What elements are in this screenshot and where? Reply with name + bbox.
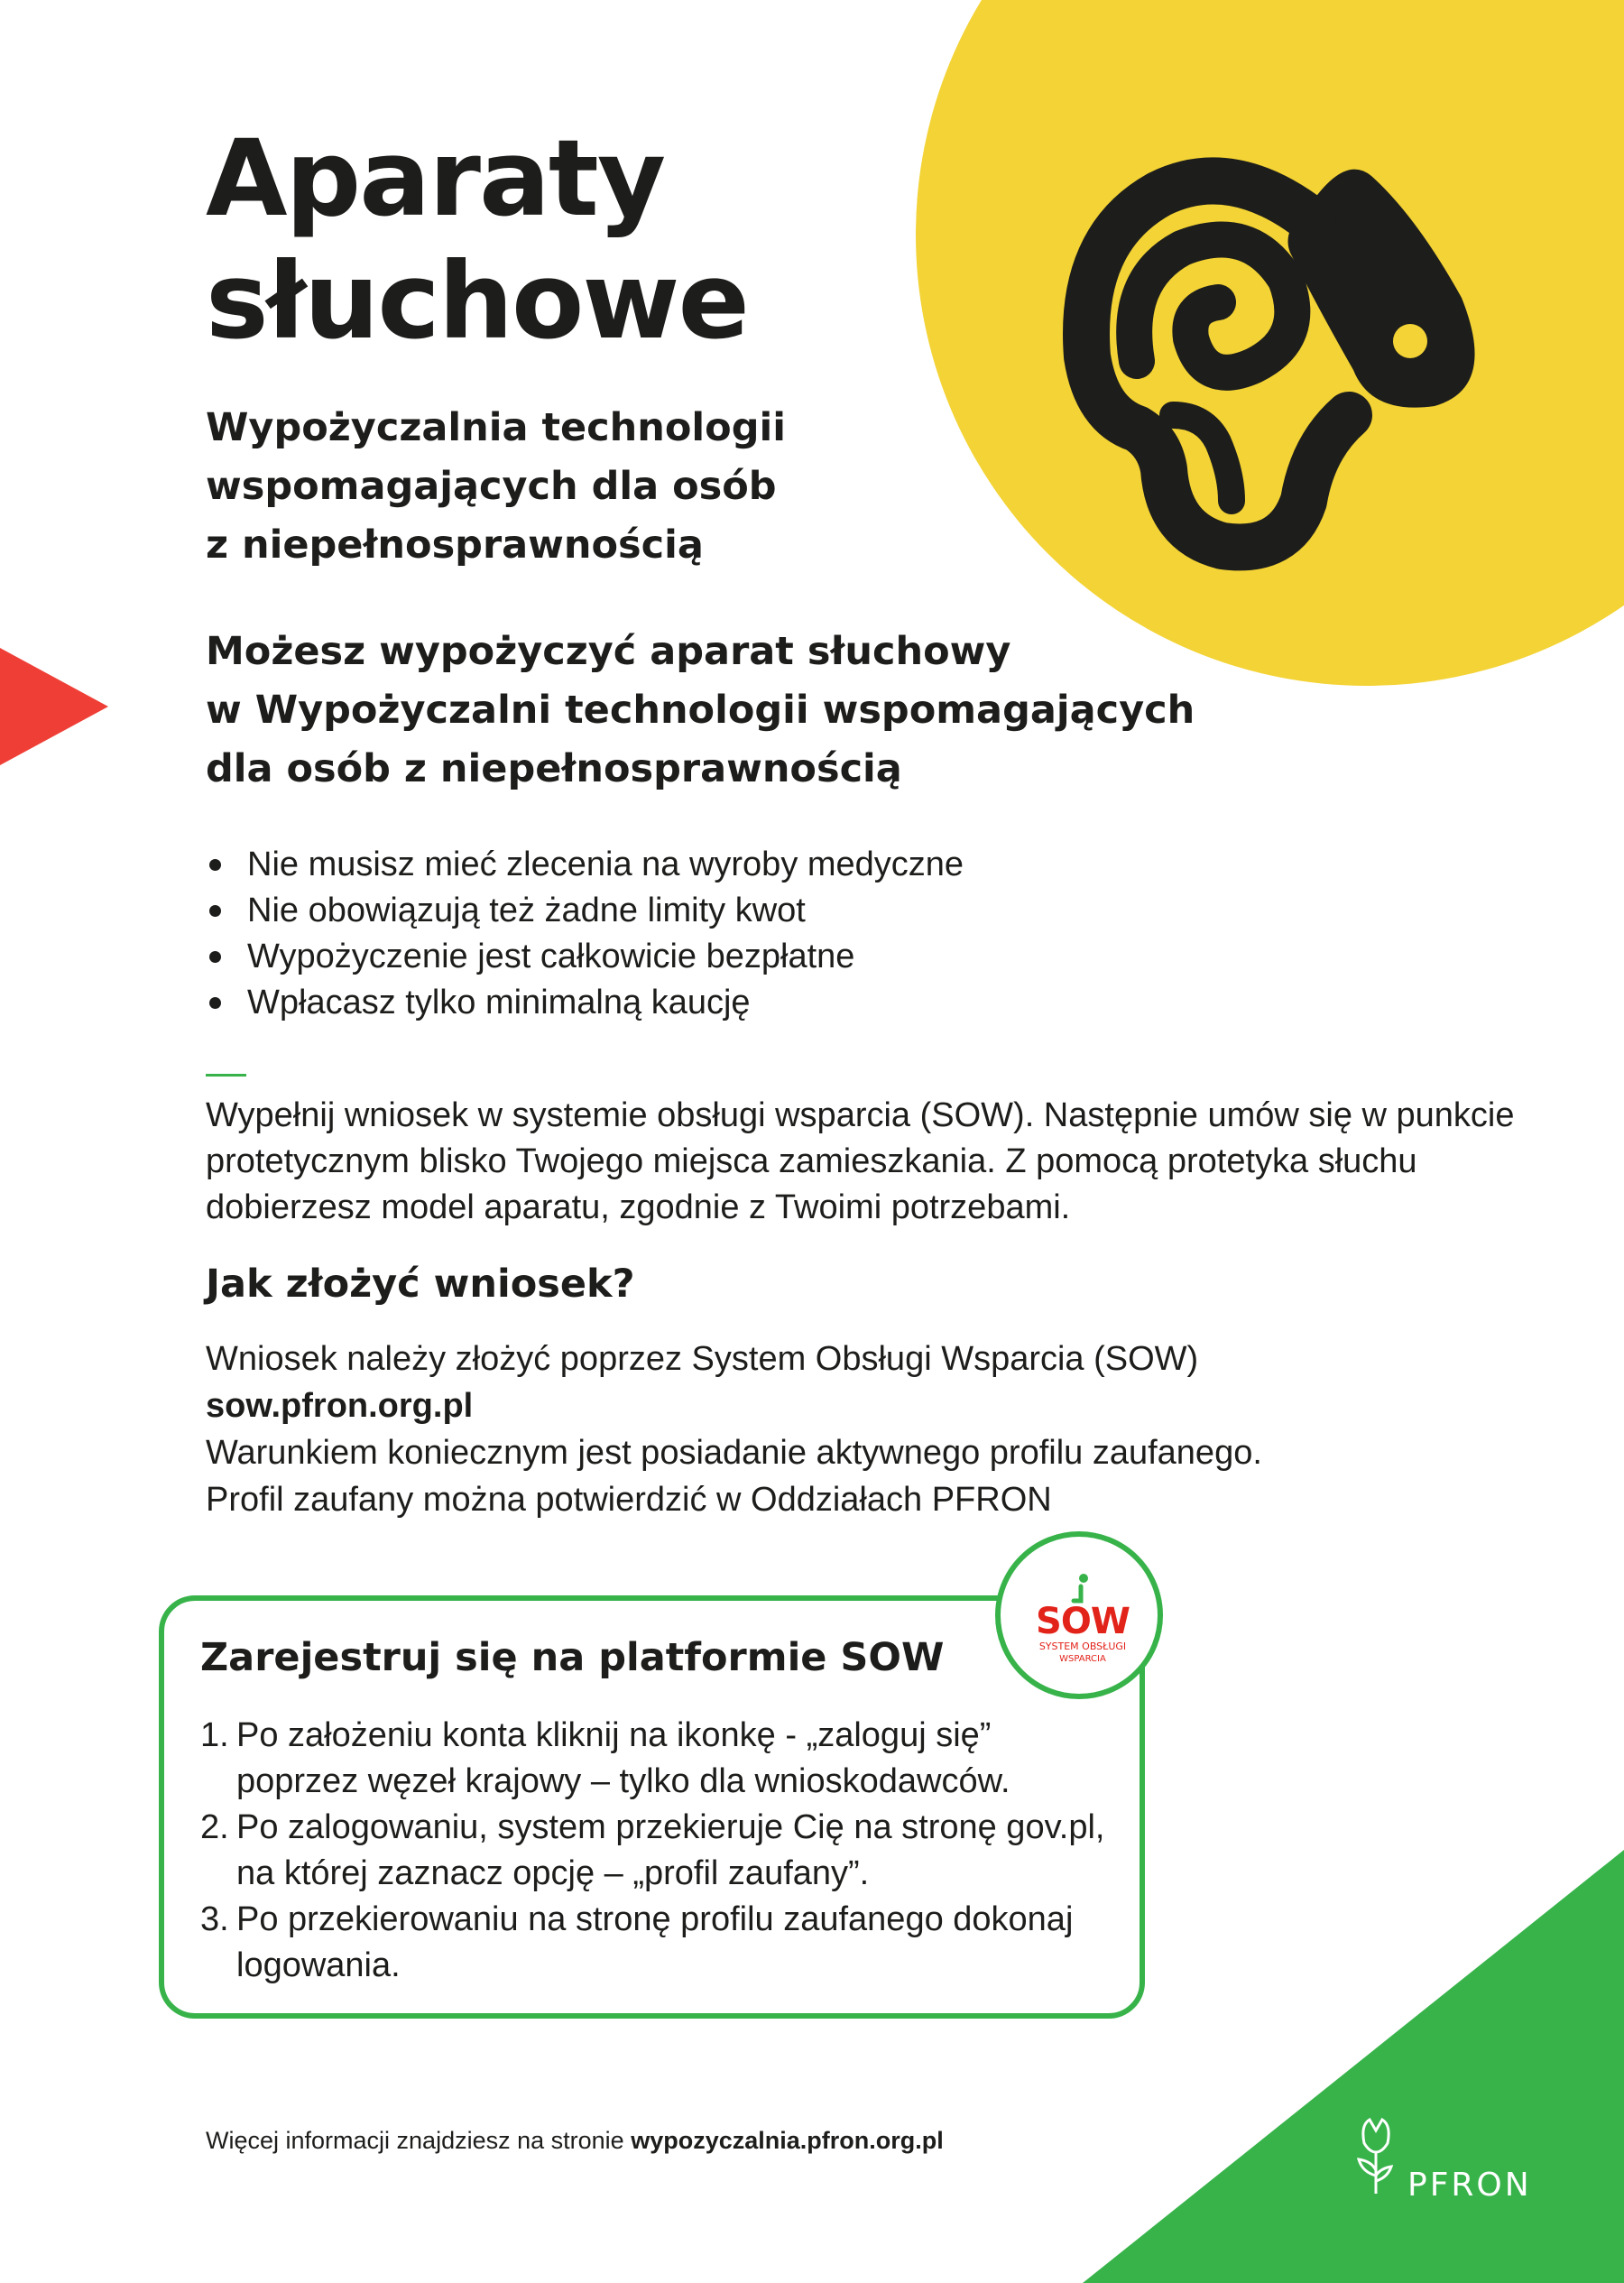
step-line: Po założeniu konta kliknij na ikonkę - „zaloguj się” <box>236 1716 992 1754</box>
list-item <box>200 1897 1104 1989</box>
step-line: poprzez węzeł krajowy – tylko dla wnioskodawców. <box>236 1762 1010 1800</box>
register-steps <box>200 1713 1104 1989</box>
divider <box>206 1074 246 1077</box>
paragraph-line: Wypełnij wniosek w systemie obsługi wsparcia (SOW). Następnie umów się w punkcie <box>206 1096 1515 1134</box>
subtitle-line: z niepełnosprawnością <box>206 522 704 568</box>
title-line: słuchowe <box>206 239 748 363</box>
green-triangle <box>1083 1850 1624 2283</box>
footer-link[interactable]: wypozyczalnia.pfron.org.pl <box>631 2127 944 2154</box>
lead-line: w Wypożyczalni technologii wspomagających <box>206 688 1195 733</box>
how-to-apply-text <box>206 1336 1262 1523</box>
lead-line: Możesz wypożyczyć aparat słuchowy <box>206 629 1011 674</box>
sow-logo-line: SYSTEM OBSŁUGI <box>1038 1641 1127 1652</box>
list-item: Nie obowiązują też żadne limity kwot <box>206 888 964 934</box>
intro-paragraph <box>206 1093 1541 1231</box>
page-title <box>206 117 748 363</box>
ear-hearing-aid-icon <box>1038 144 1489 578</box>
lead-heading <box>206 623 1195 799</box>
step-line: Po zalogowaniu, system przekieruje Cię na stronę gov.pl, <box>236 1808 1105 1846</box>
lead-line: dla osób z niepełnosprawnością <box>206 746 902 791</box>
red-triangle <box>0 648 108 765</box>
list-item: Nie musisz mieć zlecenia na wyroby medyczne <box>206 842 964 888</box>
subtitle-line: wspomagających dla osób <box>206 464 777 509</box>
footer-text <box>206 2124 944 2157</box>
sow-logo-line: WSPARCIA <box>1059 1654 1106 1664</box>
step-line: logowania. <box>236 1946 401 1984</box>
footer-label: Więcej informacji znajdziesz na stronie <box>206 2127 632 2154</box>
subtitle-line: Wypożyczalnia technologii <box>206 405 786 450</box>
paragraph-line: Warunkiem koniecznym jest posiadanie aktywnego profilu zaufanego. <box>206 1434 1262 1472</box>
step-number: 1. <box>200 1716 229 1754</box>
sow-mark: SOW <box>1036 1601 1130 1642</box>
pfron-logo-text: PFRON <box>1407 2167 1532 2204</box>
register-heading: Zarejestruj się na platformie SOW <box>200 1635 945 1680</box>
subtitle <box>206 399 786 575</box>
step-line: na której zaznacz opcję – „profil zaufany”. <box>236 1854 870 1892</box>
list-item: Wypożyczenie jest całkowicie bezpłatne <box>206 934 964 980</box>
sow-link[interactable]: sow.pfron.org.pl <box>206 1387 474 1425</box>
how-to-apply-heading: Jak złożyć wniosek? <box>206 1262 635 1307</box>
list-item <box>200 1805 1104 1897</box>
sow-logo <box>1029 1570 1137 1669</box>
list-item <box>200 1713 1104 1805</box>
tulip-icon <box>1353 2116 1398 2197</box>
benefits-list <box>206 842 964 1026</box>
paragraph-line: protetycznym blisko Twojego miejsca zamieszkania. Z pomocą protetyka słuchu <box>206 1142 1417 1180</box>
step-line: Po przekierowaniu na stronę profilu zaufanego dokonaj <box>236 1900 1074 1938</box>
paragraph-line: Profil zaufany można potwierdzić w Oddziałach PFRON <box>206 1481 1052 1519</box>
paragraph-line: dobierzesz model aparatu, zgodnie z Twoimi potrzebami. <box>206 1188 1071 1226</box>
list-item: Wpłacasz tylko minimalną kaucję <box>206 980 964 1026</box>
step-number: 3. <box>200 1900 229 1938</box>
step-number: 2. <box>200 1808 229 1846</box>
paragraph-line: Wniosek należy złożyć poprzez System Obsługi Wsparcia (SOW) <box>206 1340 1199 1378</box>
title-line: Aparaty <box>206 116 665 240</box>
